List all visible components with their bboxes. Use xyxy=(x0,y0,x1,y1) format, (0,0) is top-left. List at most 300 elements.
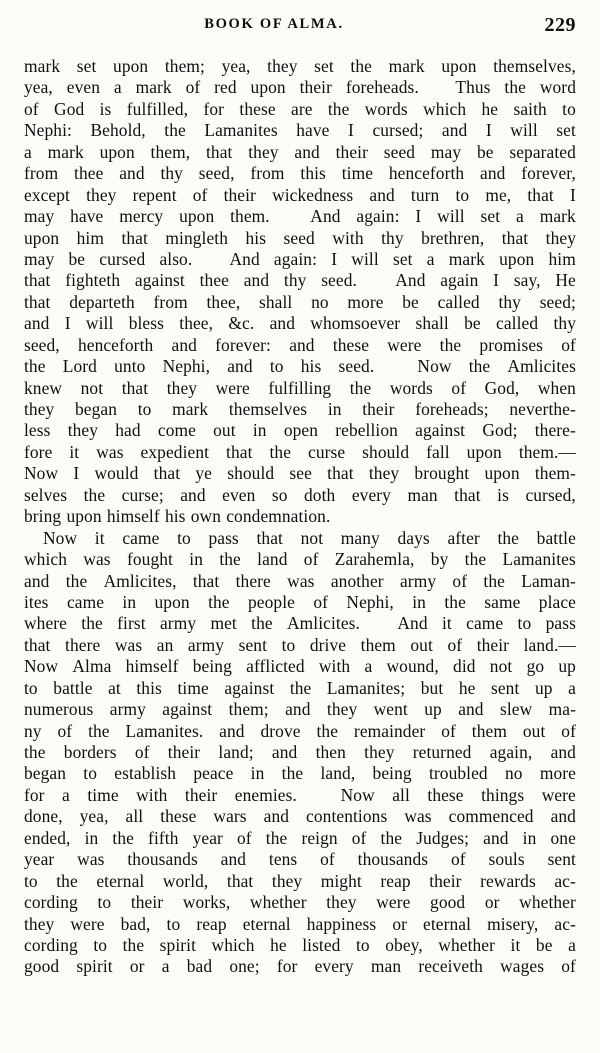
word: should xyxy=(227,463,275,484)
word: there xyxy=(235,570,271,591)
word: Lamanites xyxy=(204,120,278,141)
word: the xyxy=(208,591,230,612)
line-words xyxy=(24,185,576,206)
word: of xyxy=(313,591,329,612)
word: fore xyxy=(24,441,53,462)
sentence-gap xyxy=(314,785,323,806)
word: pass xyxy=(208,527,239,548)
word: the xyxy=(497,527,519,548)
line-words xyxy=(24,292,576,313)
word: and xyxy=(119,163,145,184)
text-line xyxy=(24,956,576,977)
word: with xyxy=(332,227,364,248)
word: reap xyxy=(196,913,227,934)
word: that xyxy=(226,441,253,462)
word: curse xyxy=(308,441,346,462)
word: they xyxy=(67,420,99,441)
sentence-gap xyxy=(391,356,400,377)
word: there- xyxy=(534,420,576,441)
word: a xyxy=(426,248,435,269)
text-line xyxy=(24,270,576,291)
line-words xyxy=(24,356,576,377)
word: upon xyxy=(466,441,502,462)
word: year xyxy=(24,849,55,870)
word: bring xyxy=(24,506,62,527)
word: began xyxy=(24,763,67,784)
word: a xyxy=(568,677,576,698)
word: and xyxy=(219,720,245,741)
text-line xyxy=(24,892,576,913)
word: I xyxy=(73,463,80,484)
word: army xyxy=(159,613,197,634)
word: upon xyxy=(66,506,102,527)
word: the xyxy=(483,570,505,591)
word: eternal xyxy=(96,870,145,891)
word: numerous xyxy=(24,699,94,720)
word: himself xyxy=(106,506,160,527)
word: of xyxy=(57,720,73,741)
word: I xyxy=(415,206,422,227)
word: God, xyxy=(484,377,520,398)
word: him xyxy=(548,248,576,269)
text-line xyxy=(24,185,576,206)
word: say, xyxy=(513,270,541,291)
line-words xyxy=(24,635,576,656)
word: curse; xyxy=(121,484,164,505)
word: rebellion xyxy=(335,420,398,441)
word: again, xyxy=(489,742,533,762)
word: was xyxy=(287,570,315,591)
text-line xyxy=(24,206,576,227)
word: army xyxy=(109,699,146,720)
word: words xyxy=(364,98,408,119)
word: even xyxy=(66,77,100,98)
word: he xyxy=(481,98,499,119)
word: may xyxy=(430,141,462,162)
text-line xyxy=(24,785,576,806)
sentence-gap xyxy=(286,206,295,227)
word: go xyxy=(526,656,545,677)
word: out xyxy=(213,420,236,441)
text-line xyxy=(24,828,576,849)
word: be xyxy=(476,141,494,162)
line-words xyxy=(24,935,576,956)
word: no xyxy=(504,763,523,784)
word: or xyxy=(392,913,407,934)
word: the xyxy=(24,356,46,377)
word: expedient xyxy=(140,441,210,462)
word: yea, xyxy=(24,77,53,98)
word: and xyxy=(441,120,468,141)
word: good xyxy=(24,956,60,977)
text-line xyxy=(24,656,576,677)
word: slew xyxy=(499,699,533,720)
word: and xyxy=(171,334,197,355)
word: less xyxy=(24,420,51,441)
word: upon xyxy=(484,463,520,484)
word: whether xyxy=(438,934,496,955)
word: man xyxy=(407,484,438,505)
word: things xyxy=(481,784,525,805)
word: they xyxy=(271,870,303,891)
word: it xyxy=(69,441,80,462)
word: upon xyxy=(113,56,149,76)
word: drive xyxy=(309,634,347,655)
word: time xyxy=(341,163,374,184)
word: word xyxy=(539,77,576,98)
text-line xyxy=(24,914,576,935)
word: Nephi, xyxy=(162,356,211,377)
word: they xyxy=(267,56,298,76)
line-words xyxy=(24,163,576,184)
word: of xyxy=(450,849,466,870)
word: that xyxy=(121,377,149,398)
word: I xyxy=(348,120,354,141)
word: were xyxy=(70,913,105,934)
word: in xyxy=(122,591,137,612)
word: same xyxy=(484,591,521,612)
word: of xyxy=(561,720,576,741)
word: they xyxy=(24,913,55,934)
word: forever, xyxy=(521,163,576,184)
word: seed; xyxy=(539,291,576,312)
word: man xyxy=(370,956,402,977)
word: will xyxy=(351,248,379,269)
word: these xyxy=(427,784,464,805)
text-line xyxy=(24,120,576,141)
word: And xyxy=(397,613,428,634)
word: against xyxy=(162,699,213,720)
word: of xyxy=(561,334,576,355)
word: from xyxy=(250,163,285,184)
word: thousands xyxy=(127,849,198,870)
word: And xyxy=(395,270,426,291)
word: up xyxy=(534,677,553,698)
word: enemies. xyxy=(234,784,297,805)
line-words xyxy=(24,613,576,634)
text-line xyxy=(24,849,576,870)
word: are xyxy=(291,98,313,119)
word: Amlicites. xyxy=(287,613,360,634)
word: separated xyxy=(509,141,576,162)
word: rewards xyxy=(480,870,536,891)
word: shall xyxy=(415,313,449,334)
word: good xyxy=(430,892,466,913)
word: done, xyxy=(24,806,63,827)
word: was xyxy=(77,849,105,870)
word: cording xyxy=(24,892,78,913)
line-words xyxy=(24,206,576,227)
line-words xyxy=(24,249,576,270)
text-line xyxy=(24,592,576,613)
text-line xyxy=(24,313,576,334)
word: may xyxy=(24,206,55,227)
text-line xyxy=(24,678,576,699)
word: doth xyxy=(304,484,336,505)
word: Now xyxy=(417,356,452,377)
word: in xyxy=(327,399,342,419)
word: which xyxy=(24,549,68,570)
word: and xyxy=(285,699,311,720)
word: came xyxy=(466,613,504,634)
word: upon xyxy=(24,227,60,248)
word: it xyxy=(441,613,452,634)
text-line xyxy=(24,56,576,77)
word: afflicted xyxy=(246,656,305,677)
word: the xyxy=(269,441,292,462)
word: henceforth xyxy=(388,163,465,184)
word: may xyxy=(24,248,55,269)
word: that xyxy=(192,570,220,591)
word: that xyxy=(226,870,254,891)
word: and xyxy=(271,742,298,762)
word: they xyxy=(248,141,279,162)
word: spirit xyxy=(76,956,113,977)
line-words xyxy=(24,335,576,356)
word: I xyxy=(64,313,71,334)
word: thy xyxy=(498,291,521,312)
word: unto xyxy=(114,356,146,377)
word: Alma xyxy=(72,656,112,677)
word: to xyxy=(177,527,191,548)
word: and xyxy=(269,313,295,334)
word: be xyxy=(535,934,553,955)
word: the xyxy=(65,570,88,591)
word: their xyxy=(184,784,218,805)
word: thousands xyxy=(357,849,429,870)
word: upon xyxy=(154,591,190,612)
word: the xyxy=(88,720,110,741)
word: not xyxy=(300,527,324,548)
line-words xyxy=(24,871,576,892)
word: in xyxy=(250,763,265,784)
sentence-gap xyxy=(374,613,383,634)
word: upon xyxy=(99,141,135,162)
word: and xyxy=(220,849,247,870)
word: fulfilling xyxy=(268,377,332,398)
word: thy xyxy=(160,163,183,184)
word: out xyxy=(522,720,546,741)
word: fifth xyxy=(148,827,179,848)
line-words xyxy=(24,528,576,549)
word: I xyxy=(493,270,500,291)
word: so xyxy=(271,484,288,505)
word: souls xyxy=(488,849,525,870)
word: there xyxy=(65,634,101,655)
word: ended, xyxy=(24,827,71,848)
word: of xyxy=(351,827,367,848)
word: they xyxy=(166,377,198,398)
word: mark xyxy=(135,77,172,98)
word: eternal xyxy=(423,913,472,934)
word: the xyxy=(289,677,312,698)
word: land, xyxy=(320,763,356,784)
line-words xyxy=(24,77,576,98)
word: of xyxy=(185,77,201,98)
word: they xyxy=(364,742,395,762)
word: and xyxy=(243,270,270,291)
text-line xyxy=(24,506,576,527)
line-words xyxy=(24,463,576,484)
word: it xyxy=(510,934,521,955)
word: wickedness xyxy=(272,184,354,205)
word: set xyxy=(76,56,97,76)
word: Nephi: xyxy=(24,120,72,141)
word: more xyxy=(347,291,384,312)
word: in xyxy=(252,420,267,441)
word: Behold, xyxy=(90,120,146,141)
word: the xyxy=(316,720,339,741)
word: in xyxy=(84,827,99,848)
word: were xyxy=(387,334,422,355)
word: set xyxy=(556,120,576,141)
word: shall xyxy=(259,291,293,312)
word: cursed, xyxy=(525,484,576,505)
word: to xyxy=(269,356,284,377)
line-words xyxy=(24,828,576,849)
word: to xyxy=(455,184,470,205)
word: himself xyxy=(125,656,179,677)
word: mark xyxy=(448,248,485,269)
line-words xyxy=(24,549,576,570)
line-words xyxy=(24,270,576,291)
word: or xyxy=(484,892,500,913)
text-line xyxy=(24,356,576,377)
word: did xyxy=(453,656,476,677)
line-words xyxy=(24,806,576,827)
word: Amlicites, xyxy=(103,570,177,591)
word: it xyxy=(94,527,105,548)
word: and xyxy=(550,806,576,827)
word: And xyxy=(310,206,341,227)
word: spirit xyxy=(159,934,197,955)
word: he xyxy=(270,934,287,955)
word: that xyxy=(327,463,354,484)
line-words xyxy=(24,56,576,77)
word: in xyxy=(522,827,537,848)
word: with xyxy=(136,784,168,805)
word: against xyxy=(134,270,185,291)
word: neverthe- xyxy=(509,399,576,419)
word: and xyxy=(458,699,484,720)
word: which xyxy=(211,934,255,955)
word: Laman- xyxy=(521,570,576,591)
word: forever: xyxy=(215,334,271,355)
word: were xyxy=(541,784,576,805)
word: cursed xyxy=(99,248,146,269)
word: seed. xyxy=(338,356,375,377)
line-words xyxy=(24,742,576,763)
word: selves xyxy=(24,484,68,505)
word: every xyxy=(351,484,391,505)
word: upon xyxy=(499,248,535,269)
word: cording xyxy=(24,934,78,955)
word: first xyxy=(117,613,146,634)
word: of xyxy=(192,184,208,205)
word: repent xyxy=(132,184,177,205)
word: eternal xyxy=(242,913,291,934)
word: again xyxy=(440,270,479,291)
word: of xyxy=(24,98,39,119)
line-words xyxy=(24,914,576,935)
word: from xyxy=(24,163,59,184)
word: Lamanites. xyxy=(125,720,204,741)
line-words xyxy=(24,699,576,720)
word: upon xyxy=(441,56,477,76)
word: them; xyxy=(228,699,269,720)
text-line xyxy=(24,763,576,784)
word: and xyxy=(24,313,50,334)
text-line xyxy=(24,742,576,763)
word: knew xyxy=(24,377,63,398)
word: the xyxy=(219,549,241,570)
word: me, xyxy=(485,184,512,205)
word: this xyxy=(300,163,326,184)
word: foreheads; xyxy=(415,399,489,419)
word: set xyxy=(480,206,501,227)
running-head-title: BOOK OF ALMA. xyxy=(204,16,344,32)
word: remainder xyxy=(353,720,426,741)
sentence-gap xyxy=(372,270,381,291)
text-line xyxy=(24,613,576,634)
word: should xyxy=(362,441,410,462)
word: Amlicites xyxy=(507,356,576,377)
word: thee xyxy=(199,270,229,291)
word: in xyxy=(189,549,204,570)
word: these xyxy=(160,806,197,827)
text-line xyxy=(24,721,576,742)
word: they xyxy=(326,699,358,720)
word: that xyxy=(501,227,529,248)
line-words xyxy=(24,99,576,120)
word: up xyxy=(424,699,442,720)
word: for xyxy=(24,784,45,805)
word: then xyxy=(315,742,346,762)
word: listed xyxy=(302,934,341,955)
line-words xyxy=(24,849,576,870)
word: Now xyxy=(24,463,59,484)
word: &c. xyxy=(228,313,255,334)
word: foreheads. xyxy=(345,77,419,98)
line-words xyxy=(24,313,576,334)
word: have xyxy=(70,206,104,227)
word: fulfilled, xyxy=(126,98,189,119)
word: mark xyxy=(24,56,61,76)
word: I xyxy=(569,184,576,205)
word: turn xyxy=(410,184,440,205)
word: was xyxy=(96,441,124,462)
word: and xyxy=(180,484,206,505)
word: set xyxy=(392,248,413,269)
word: to xyxy=(281,634,296,655)
word: them xyxy=(471,720,507,741)
word: And xyxy=(229,248,260,269)
word: and xyxy=(289,334,315,355)
word: Judges; xyxy=(416,827,470,848)
word: God; xyxy=(482,420,518,441)
word: saith xyxy=(513,98,547,119)
text-line xyxy=(24,420,576,441)
word: and xyxy=(483,827,509,848)
line-words xyxy=(24,506,576,527)
word: and xyxy=(480,163,506,184)
word: the xyxy=(504,77,526,98)
word: drove xyxy=(260,720,301,741)
word: will xyxy=(437,206,465,227)
word: the xyxy=(251,613,273,634)
word: them. xyxy=(230,206,270,227)
word: whomsoever xyxy=(310,313,401,334)
